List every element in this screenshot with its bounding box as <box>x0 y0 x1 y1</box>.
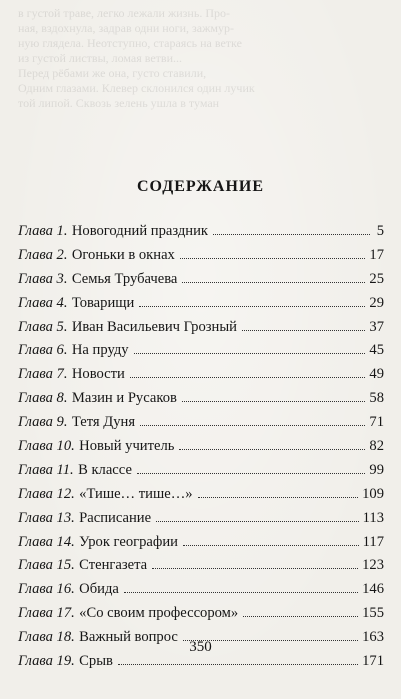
chapter-number: Глава 4. <box>18 294 68 311</box>
chapter-page: 25 <box>369 270 384 287</box>
toc-entry <box>18 438 384 462</box>
chapter-page: 82 <box>369 438 384 455</box>
toc-entry <box>18 271 384 295</box>
bleed-through-line: Перед рёбами же она, густо ставили, <box>18 66 207 80</box>
dot-leader <box>156 521 359 522</box>
chapter-title: Иван Васильевич Грозный <box>71 318 237 335</box>
bleed-through-line: в густой траве, легко лежали жизнь. Про- <box>18 6 230 20</box>
table-of-contents <box>18 223 384 677</box>
toc-entry <box>18 295 384 319</box>
toc-entry <box>18 557 384 581</box>
dot-leader <box>139 306 365 307</box>
chapter-page: 17 <box>369 246 384 263</box>
chapter-page: 146 <box>362 581 384 598</box>
chapter-title: «Со своим профессором» <box>79 605 239 622</box>
chapter-title: Товарищи <box>71 294 135 311</box>
dot-leader <box>130 377 366 378</box>
toc-entry <box>18 319 384 343</box>
bleed-through-line: той липой. Сквозь зелень ушла в туман <box>18 96 220 110</box>
chapter-page: 163 <box>362 629 384 646</box>
chapter-title: Стенгазета <box>79 557 148 574</box>
chapter-page: 113 <box>362 509 384 526</box>
chapter-number: Глава 12. <box>18 485 75 502</box>
chapter-number: Глава 5. <box>18 318 68 335</box>
toc-entry <box>18 247 384 271</box>
chapter-title: Новогодний праздник <box>71 223 209 239</box>
chapter-number: Глава 19. <box>18 653 75 670</box>
chapter-title: Важный вопрос <box>79 629 178 646</box>
chapter-page: 37 <box>369 318 384 335</box>
chapter-number: Глава 17. <box>18 605 75 622</box>
toc-entry <box>18 653 384 677</box>
toc-entry <box>18 462 384 486</box>
chapter-title: Тетя Дуня <box>71 414 136 431</box>
toc-entry <box>18 223 384 247</box>
dot-leader <box>124 592 358 593</box>
page-number: 350 <box>189 639 212 655</box>
chapter-number: Глава 18. <box>18 629 75 646</box>
chapter-number: Глава 6. <box>18 342 68 359</box>
chapter-page: 155 <box>362 605 384 622</box>
toc-entry <box>18 414 384 438</box>
dot-leader <box>179 449 365 450</box>
dot-leader <box>118 664 358 665</box>
chapter-title: Расписание <box>79 509 152 526</box>
chapter-title: Обида <box>79 581 119 598</box>
chapter-title: На пруду <box>71 342 129 359</box>
dot-leader <box>213 234 370 235</box>
dot-leader <box>134 353 366 354</box>
toc-entry <box>18 581 384 605</box>
chapter-title: Новости <box>71 366 125 383</box>
chapter-title: Огоньки в окнах <box>71 246 175 263</box>
chapter-page: 117 <box>362 533 384 550</box>
chapter-number: Глава 15. <box>18 557 75 574</box>
dot-leader <box>152 568 358 569</box>
chapter-title: Срыв <box>79 653 113 670</box>
dot-leader <box>243 616 358 617</box>
toc-entry <box>18 390 384 414</box>
chapter-number: Глава 13. <box>18 509 75 526</box>
chapter-page: 99 <box>369 461 384 478</box>
bleed-through-line: из густой листвы, ломая ветви... <box>18 51 182 65</box>
chapter-number: Глава 1. <box>18 223 68 239</box>
chapter-number: Глава 9. <box>18 414 68 431</box>
dot-leader <box>182 282 365 283</box>
chapter-title: Новый учитель <box>79 438 175 455</box>
chapter-page: 171 <box>362 653 384 670</box>
dot-leader <box>140 425 365 426</box>
toc-entry <box>18 605 384 629</box>
chapter-number: Глава 3. <box>18 270 68 287</box>
chapter-page: 29 <box>369 294 384 311</box>
dot-leader <box>198 497 359 498</box>
toc-entry <box>18 366 384 390</box>
chapter-number: Глава 14. <box>18 533 75 550</box>
toc-entry <box>18 534 384 558</box>
chapter-page: 123 <box>362 557 384 574</box>
dot-leader <box>182 401 366 402</box>
bleed-through-line: ную глядела. Неотступно, стараясь на ветке <box>18 36 242 50</box>
chapter-title: «Тише… тише…» <box>79 485 193 502</box>
chapter-page: 5 <box>376 223 384 239</box>
chapter-title: В классе <box>78 461 132 478</box>
dot-leader <box>137 473 365 474</box>
chapter-title: Семья Трубачева <box>71 270 178 287</box>
bleed-through-text <box>18 6 388 111</box>
chapter-number: Глава 10. <box>18 438 75 455</box>
chapter-page: 109 <box>362 485 384 502</box>
toc-title: СОДЕРЖАНИЕ <box>136 178 265 195</box>
dot-leader <box>183 545 359 546</box>
toc-entry <box>18 486 384 510</box>
bleed-through-line: Одним глазами. Клевер склонился один лучик <box>18 81 255 95</box>
chapter-number: Глава 2. <box>18 246 68 263</box>
chapter-number: Глава 11. <box>18 461 74 478</box>
toc-entry <box>18 342 384 366</box>
chapter-number: Глава 8. <box>18 390 68 407</box>
toc-entry <box>18 510 384 534</box>
chapter-number: Глава 7. <box>18 366 68 383</box>
chapter-page: 49 <box>369 366 384 383</box>
chapter-title: Урок географии <box>79 533 178 550</box>
dot-leader <box>242 330 365 331</box>
chapter-page: 58 <box>369 390 384 407</box>
chapter-title: Мазин и Русаков <box>71 390 177 407</box>
chapter-page: 45 <box>369 342 384 359</box>
dot-leader <box>180 258 366 259</box>
chapter-number: Глава 16. <box>18 581 75 598</box>
bleed-through-line: ная, вздохнула, задрав одни ноги, зажмур- <box>18 21 234 35</box>
chapter-page: 71 <box>369 414 384 431</box>
